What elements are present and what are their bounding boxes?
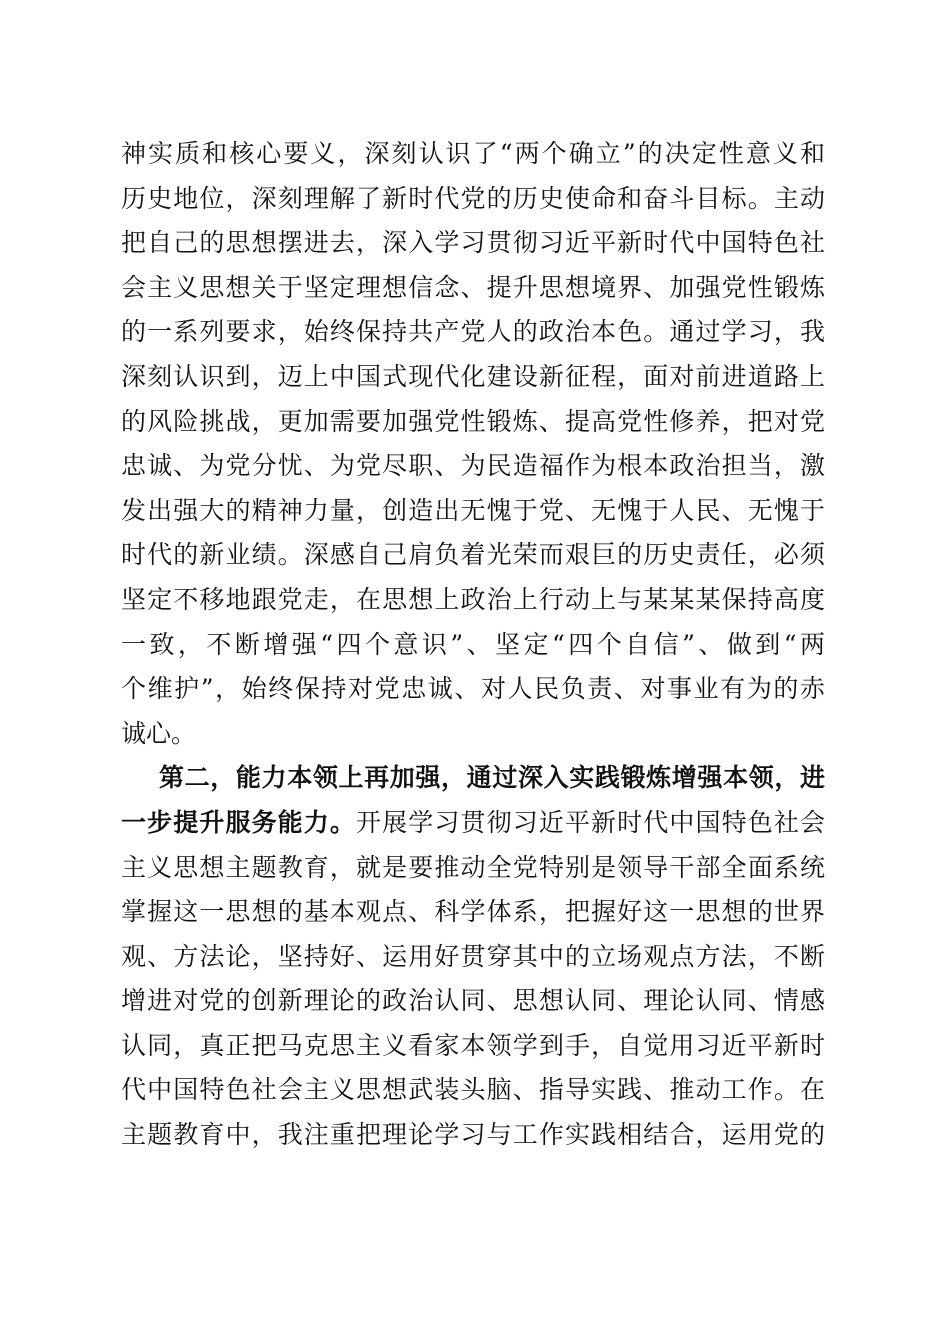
text-line: 主义思想主题教育，就是要推动全党特别是领导干部全面系统 [121, 852, 825, 882]
text-line: 历史地位，深刻理解了新时代党的历史使命和奋斗目标。主动 [121, 183, 825, 213]
text-line [121, 801, 825, 846]
text-line: 增进对党的创新理论的政治认同、思想认同、理论认同、情感 [121, 986, 825, 1016]
text-line: 掌握这一思想的基本观点、科学体系，把握好这一思想的世界 [121, 897, 825, 927]
text-line: 主题教育中，我注重把理论学习与工作实践相结合，运用党的 [121, 1120, 825, 1150]
text-line: 观、方法论，坚持好、运用好贯穿其中的立场观点方法，不断 [121, 941, 825, 971]
text-line: 时代的新业绩。深感自己肩负着光荣而艰巨的历史责任，必须 [121, 540, 825, 570]
text-line: 忠诚、为党分忧、为党尽职、为民造福作为根本政治担当，激 [121, 451, 825, 481]
text-line: 会主义思想关于坚定理想信念、提升思想境界、加强党性锻炼 [121, 272, 825, 302]
text-line: 深刻认识到，迈上中国式现代化建设新征程，面对前进道路上 [121, 361, 825, 391]
text-line: 把自己的思想摆进去，深入学习贯彻习近平新时代中国特色社 [121, 228, 825, 258]
text-line: 代中国特色社会主义思想武装头脑、指导实践、推动工作。在 [121, 1075, 825, 1105]
paragraph-2 [121, 756, 825, 1157]
section-heading-end: 一步提升服务能力。 [121, 807, 357, 837]
text-line: 个维护”，始终保持对党忠诚、对人民负责、对事业有为的赤 [121, 674, 825, 704]
text-fragment: 开展学习贯彻习近平新时代中国特色社会 [356, 807, 825, 837]
text-line: 的风险挑战，更加需要加强党性锻炼、提高党性修养，把对党 [121, 406, 825, 436]
paragraph-1 [121, 132, 825, 756]
text-line: 的一系列要求，始终保持共产党人的政治本色。通过学习，我 [121, 317, 825, 347]
section-heading: 第二，能力本领上再加强，通过深入实践锻炼增强本领，进 [159, 763, 825, 793]
text-line: 神实质和核心要义，深刻认识了“两个确立”的决定性意义和 [121, 139, 825, 168]
text-line: 认同，真正把马克思主义看家本领学到手，自觉用习近平新时 [121, 1030, 825, 1060]
body-text [121, 132, 825, 1158]
text-line: 坚定不移地跟党走，在思想上政治上行动上与某某某保持高度 [121, 584, 825, 614]
text-line: 一致，不断增强“四个意识”、坚定“四个自信”、做到“两 [121, 629, 825, 659]
text-line: 诚心。 [121, 718, 197, 748]
text-line: 发出强大的精神力量，创造出无愧于党、无愧于人民、无愧于 [121, 495, 825, 525]
